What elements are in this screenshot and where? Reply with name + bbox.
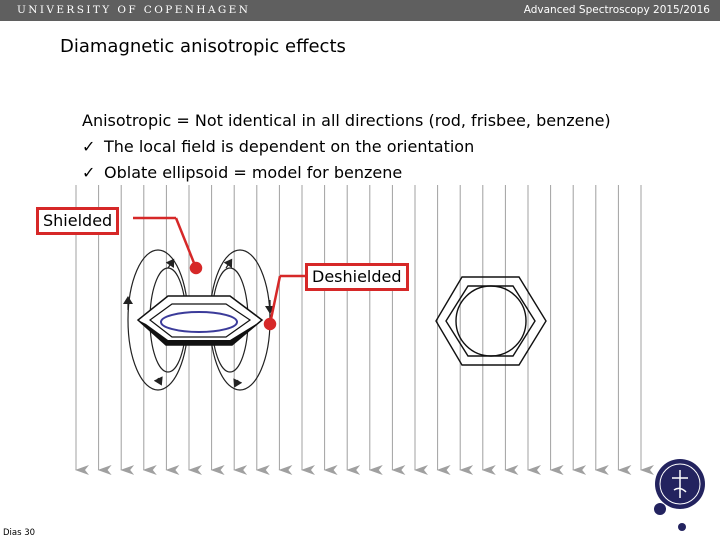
university-seal-icon — [654, 459, 705, 531]
bullet-list — [82, 108, 611, 186]
deshielded-label: Deshielded — [305, 263, 409, 291]
bullet-text: The local field is dependent on the orientation — [104, 137, 475, 156]
benzene-top-view — [436, 277, 546, 365]
aromatic-circle — [456, 286, 526, 356]
shielded-label: Shielded — [36, 207, 119, 235]
slide-number: Dias 30 — [3, 528, 36, 538]
checkmark-icon: ✓ — [82, 137, 96, 156]
bullet-text: Anisotropic = Not identical in all directions (rod, frisbee, benzene) — [82, 111, 611, 130]
deshielded-leader-diagonal — [270, 276, 280, 324]
bullet-item — [82, 134, 611, 160]
loop-arrow-2 — [226, 262, 230, 268]
slide-title: Diamagnetic anisotropic effects — [60, 36, 346, 57]
loop-arrow-4 — [236, 380, 238, 384]
university-name: UNIVERSITY OF COPENHAGEN — [17, 4, 251, 16]
checkmark-icon: ✓ — [82, 163, 96, 182]
hexagon-outer — [436, 277, 546, 365]
loop-arrow-3 — [158, 378, 160, 382]
shielded-leader-diagonal — [176, 218, 196, 268]
benzene-ring-outer — [138, 296, 262, 345]
deshielded-dot — [265, 319, 275, 329]
loop-arrow-1 — [168, 262, 172, 268]
course-title: Advanced Spectroscopy 2015/2016 — [523, 4, 710, 16]
hexagon-inner — [446, 286, 535, 356]
bullet-item — [82, 160, 611, 186]
shielded-dot — [191, 263, 201, 273]
benzene-perspective — [138, 296, 262, 345]
bullet-item — [82, 108, 611, 134]
bullet-text: Oblate ellipsoid = model for benzene — [104, 163, 403, 182]
